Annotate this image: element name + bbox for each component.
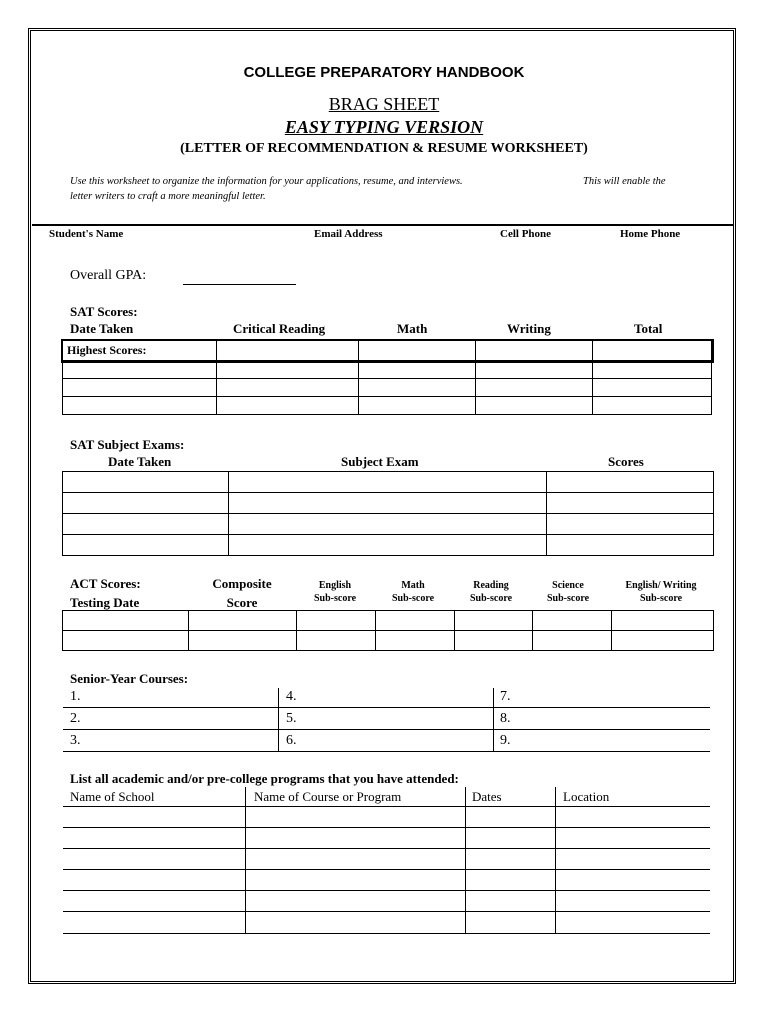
- page-subtitle: EASY TYPING VERSION: [284, 117, 484, 137]
- act-english-top: English: [318, 580, 352, 591]
- table-cell[interactable]: [359, 361, 476, 379]
- sat-col-date: Date Taken: [70, 321, 134, 336]
- table-cell[interactable]: [63, 472, 229, 493]
- table-cell[interactable]: [63, 397, 217, 415]
- programs-col-course: Name of Course or Program: [254, 789, 402, 804]
- course-line[interactable]: [63, 751, 710, 752]
- table-cell[interactable]: [359, 397, 476, 415]
- program-divider: [465, 787, 466, 933]
- table-cell[interactable]: [547, 535, 714, 556]
- student-name-label: Student's Name: [49, 228, 124, 240]
- handbook-title: COLLEGE PREPARATORY HANDBOOK: [243, 64, 525, 81]
- course-number: 3.: [70, 733, 81, 748]
- table-row: [63, 397, 712, 415]
- table-cell[interactable]: [297, 631, 376, 651]
- sat-subject-table: [62, 471, 714, 556]
- sat-subject-col-exam: Subject Exam: [341, 454, 419, 469]
- table-cell[interactable]: [593, 361, 712, 379]
- course-number: 4.: [286, 689, 297, 704]
- table-cell[interactable]: [217, 379, 359, 397]
- sat-table: [62, 340, 712, 415]
- course-number: 7.: [500, 689, 511, 704]
- act-composite-2: Score: [226, 595, 258, 610]
- program-line[interactable]: [63, 911, 710, 912]
- gpa-label: Overall GPA:: [70, 268, 147, 283]
- programs-col-dates: Dates: [472, 789, 502, 804]
- course-number: 2.: [70, 711, 81, 726]
- table-cell[interactable]: [593, 379, 712, 397]
- courses-title: Senior-Year Courses:: [70, 671, 189, 686]
- programs-title: List all academic and/or pre-college programs that you have attended:: [70, 771, 459, 786]
- worksheet-label: (LETTER OF RECOMMENDATION & RESUME WORKSHEET): [180, 141, 588, 156]
- course-number: 5.: [286, 711, 297, 726]
- table-cell[interactable]: [593, 397, 712, 415]
- table-cell[interactable]: [63, 361, 217, 379]
- divider-rule: [32, 224, 734, 226]
- act-math-header: [374, 579, 452, 605]
- act-testing-date: Testing Date: [70, 595, 140, 610]
- programs-col-location: Location: [563, 789, 610, 804]
- program-line[interactable]: [63, 827, 710, 828]
- sat-col-total: Total: [634, 321, 663, 336]
- course-number: 8.: [500, 711, 511, 726]
- program-line[interactable]: [63, 869, 710, 870]
- act-reading-header: [452, 579, 530, 605]
- table-cell[interactable]: [63, 535, 229, 556]
- sat-col-math: Math: [397, 321, 428, 336]
- table-row: [63, 611, 714, 631]
- table-row: [63, 472, 714, 493]
- course-number: 9.: [500, 733, 511, 748]
- table-cell[interactable]: [189, 631, 297, 651]
- sat-subject-title: SAT Subject Exams:: [70, 437, 185, 452]
- program-divider: [555, 787, 556, 933]
- table-cell[interactable]: [533, 631, 612, 651]
- table-cell[interactable]: [217, 341, 359, 361]
- table-cell[interactable]: [217, 397, 359, 415]
- act-reading-top: Reading: [473, 580, 509, 591]
- table-cell[interactable]: [189, 611, 297, 631]
- table-row: [63, 341, 712, 361]
- table-cell[interactable]: [217, 361, 359, 379]
- table-cell[interactable]: [476, 379, 593, 397]
- program-line[interactable]: [63, 848, 710, 849]
- act-composite-1: Composite: [212, 576, 272, 591]
- act-english-bottom: Sub-score: [313, 593, 357, 604]
- sat-subject-col-scores: Scores: [608, 454, 644, 469]
- instructions-line2: letter writers to craft a more meaningful letter.: [70, 191, 266, 202]
- table-cell[interactable]: [229, 514, 547, 535]
- act-science-top: Science: [552, 580, 584, 591]
- table-cell[interactable]: [376, 631, 455, 651]
- sat-col-writing: Writing: [507, 321, 551, 336]
- table-cell[interactable]: [229, 472, 547, 493]
- table-cell[interactable]: [476, 341, 593, 361]
- instructions-line1b: This will enable the: [583, 176, 666, 187]
- table-cell[interactable]: [476, 397, 593, 415]
- table-row: [63, 514, 714, 535]
- act-writing-header: [607, 579, 715, 605]
- table-cell[interactable]: [533, 611, 612, 631]
- table-cell[interactable]: [63, 379, 217, 397]
- table-cell[interactable]: [455, 631, 533, 651]
- course-number: 1.: [70, 689, 81, 704]
- table-cell[interactable]: [359, 341, 476, 361]
- course-divider: [278, 688, 279, 751]
- act-math-bottom: Sub-score: [391, 593, 435, 604]
- act-math-top: Math: [401, 580, 425, 591]
- table-cell[interactable]: [376, 611, 455, 631]
- cell-phone-label: Cell Phone: [500, 228, 552, 240]
- instructions-line1: Use this worksheet to organize the information for your applications, resume, and interviews.: [70, 176, 463, 187]
- table-row: [63, 493, 714, 514]
- table-row: [63, 379, 712, 397]
- act-english-header: [296, 579, 374, 605]
- act-title: ACT Scores:: [70, 576, 141, 591]
- table-row: [63, 631, 714, 651]
- act-writing-top: English/ Writing: [625, 580, 697, 591]
- table-cell[interactable]: [63, 514, 229, 535]
- sat-title: SAT Scores:: [70, 304, 138, 319]
- act-reading-bottom: Sub-score: [469, 593, 513, 604]
- table-cell[interactable]: [547, 493, 714, 514]
- table-cell[interactable]: [612, 631, 714, 651]
- course-number: 6.: [286, 733, 297, 748]
- table-cell[interactable]: [612, 611, 714, 631]
- act-table: [62, 610, 714, 651]
- act-science-bottom: Sub-score: [546, 593, 590, 604]
- table-cell[interactable]: [63, 611, 189, 631]
- home-phone-label: Home Phone: [620, 228, 681, 240]
- program-divider: [245, 787, 246, 933]
- programs-col-school: Name of School: [70, 789, 155, 804]
- table-cell[interactable]: [63, 493, 229, 514]
- table-cell[interactable]: [455, 611, 533, 631]
- act-writing-bottom: Sub-score: [639, 593, 683, 604]
- table-cell[interactable]: [359, 379, 476, 397]
- instructions: [70, 174, 710, 204]
- gpa-field[interactable]: [183, 284, 296, 285]
- table-cell[interactable]: [297, 611, 376, 631]
- table-cell[interactable]: [476, 361, 593, 379]
- program-line[interactable]: [63, 806, 710, 807]
- act-science-header: [529, 579, 607, 605]
- page-title: BRAG SHEET: [328, 94, 440, 114]
- course-line[interactable]: [63, 729, 710, 730]
- sat-col-critical-reading: Critical Reading: [233, 321, 326, 336]
- table-cell[interactable]: [63, 631, 189, 651]
- table-cell[interactable]: [547, 514, 714, 535]
- email-label: Email Address: [314, 228, 383, 240]
- course-line[interactable]: [63, 707, 710, 708]
- table-cell[interactable]: [547, 472, 714, 493]
- sat-highest-label: Highest Scores:: [63, 341, 217, 361]
- table-cell[interactable]: [229, 493, 547, 514]
- program-line[interactable]: [63, 890, 710, 891]
- program-line[interactable]: [63, 933, 710, 934]
- table-row: [63, 535, 714, 556]
- sat-subject-col-date: Date Taken: [108, 454, 172, 469]
- table-cell[interactable]: [593, 341, 712, 361]
- table-cell[interactable]: [229, 535, 547, 556]
- table-row: [63, 361, 712, 379]
- course-divider: [493, 688, 494, 751]
